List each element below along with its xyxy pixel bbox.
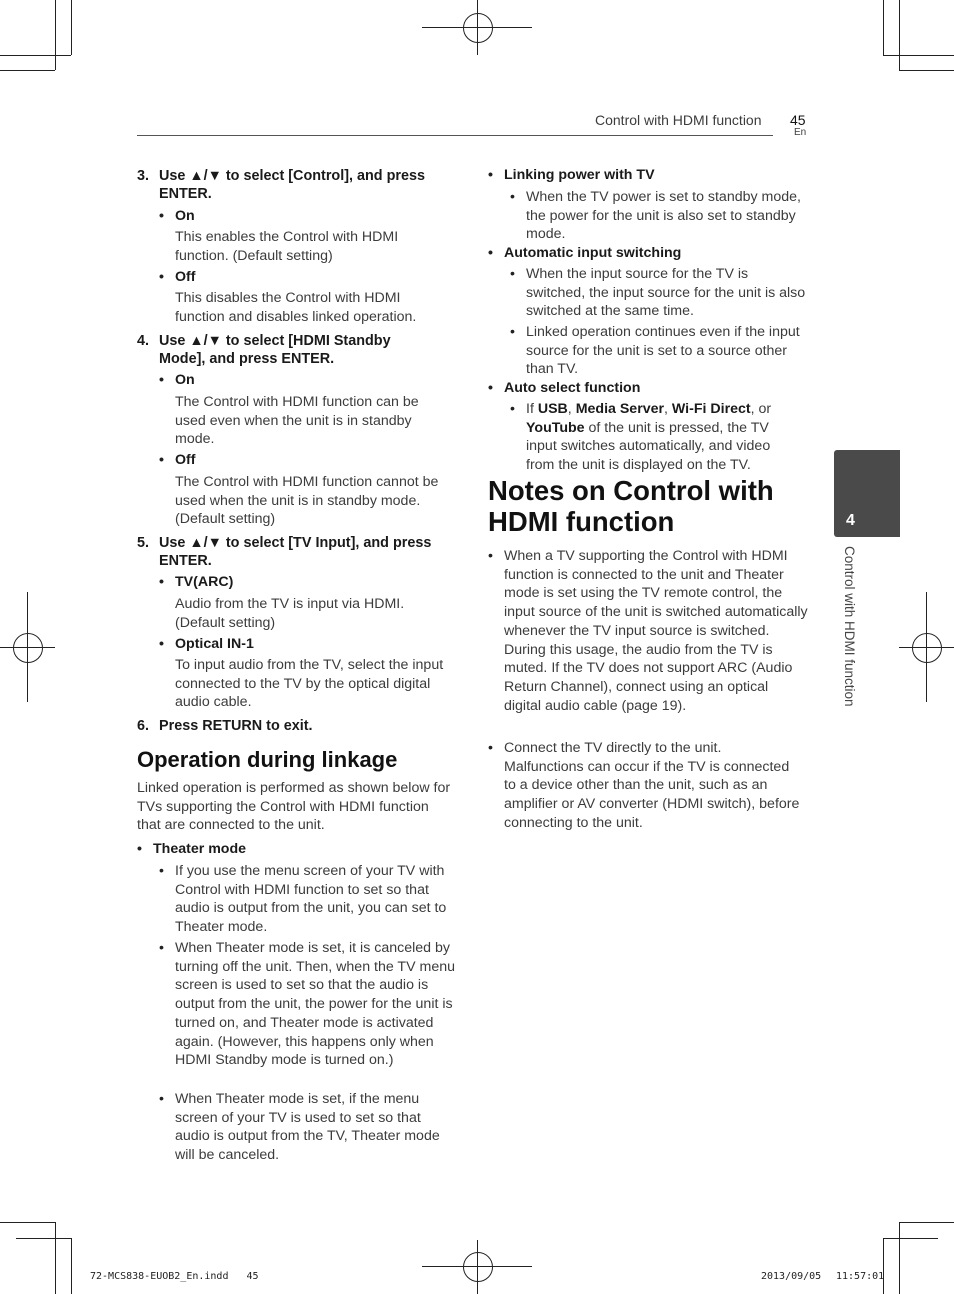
header-rule	[137, 135, 773, 136]
step-5: 5. Use ▲/▼ to select [TV Input], and press ENTER.	[137, 535, 432, 569]
option-desc: The Control with HDMI function cannot be used when the unit is in standby mode. (Default setting)	[175, 474, 439, 528]
step-6: 6. Press RETURN to exit.	[137, 718, 313, 734]
list-item: • When Theater mode is set, it is canceled by turning off the unit. Then, when the TV menu screen is used to set so that the audio is output from the unit, the power for the unit is turned on, and Theater mode is activated again. (However, this happens only when HDMI Standby mode is turned on.)	[175, 939, 455, 1070]
option-desc: This disables the Control with HDMI function and disables linked operation.	[175, 290, 417, 325]
option-optical: • Optical IN-1	[175, 635, 254, 654]
option-desc: To input audio from the TV, select the input connected to the TV by the optical digital audio cable.	[175, 657, 444, 711]
option-on: • On	[175, 207, 195, 226]
option-off: • Off	[175, 268, 196, 287]
running-header: Control with HDMI function	[595, 112, 762, 128]
section-intro: Linked operation is performed as shown below for TVs supporting the Control with HDMI function that are connected to the unit.	[137, 780, 451, 834]
note-item: • When a TV supporting the Control with HDMI function is connected to the unit and Theater mode is set using the TV remote control, the input source of the unit is switched automatically whenever the TV input source is switched. During this usage, the audio from the TV is muted. If the TV does not support ARC (Audio Return Channel), connect using an optical digital audio cable (page 19).	[504, 547, 808, 715]
notes-heading: Notes on Control with HDMI function	[488, 475, 774, 537]
list-item: • When the input source for the TV is switched, the input source for the unit is also switched at the same time.	[526, 265, 806, 321]
list-item: • When the TV power is set to standby mode, the power for the unit is also set to standby mode.	[526, 188, 808, 244]
footer-date: 2013/09/05	[761, 1271, 822, 1282]
step-3: 3. Use ▲/▼ to select [Control], and press ENTER.	[137, 168, 425, 202]
list-item: • Linked operation continues even if the input source for the unit is set to a source other than TV.	[526, 323, 808, 379]
linking-power-heading: • Linking power with TV	[504, 166, 655, 185]
auto-input-heading: • Automatic input switching	[504, 244, 681, 263]
chapter-number: 4	[846, 512, 855, 529]
section-heading: Operation during linkage	[137, 747, 398, 772]
option-on: • On	[175, 371, 195, 390]
list-item: • If you use the menu screen of your TV with Control with HDMI function to set so that audio is output from the unit, you can set to Theater mode.	[175, 862, 455, 937]
option-tv-arc: • TV(ARC)	[175, 573, 233, 592]
note-item: • Connect the TV directly to the unit. Malfunctions can occur if the TV is connected to a device other than the unit, such as an amplifier or AV converter (HDMI switch), before connecting to the unit.	[504, 739, 804, 833]
footer-filename: 72-MCS838-EUOB2_En.indd 45	[90, 1271, 259, 1282]
step-4: 4. Use ▲/▼ to select [HDMI Standby Mode], and press ENTER.	[137, 333, 391, 367]
footer-time: 11:57:01	[836, 1271, 885, 1282]
list-item: • When Theater mode is set, if the menu screen of your TV is used to set so that audio is output from the TV, Theater mode will be canceled.	[175, 1090, 457, 1165]
chapter-label: Control with HDMI function	[842, 546, 857, 707]
option-desc: The Control with HDMI function can be used even when the unit is in standby mode.	[175, 394, 419, 448]
auto-select-heading: • Auto select function	[504, 379, 640, 398]
option-desc: Audio from the TV is input via HDMI. (Default setting)	[175, 596, 405, 631]
theater-mode-label: • Theater mode	[153, 840, 246, 859]
option-off: • Off	[175, 451, 196, 470]
page-number: 45	[790, 112, 806, 128]
list-item: • If USB, Media Server, Wi-Fi Direct, or YouTube of the unit is pressed, the TV input switches automatically, and video from the unit is displayed on the TV.	[526, 400, 798, 475]
chapter-tab	[834, 450, 900, 537]
option-desc: This enables the Control with HDMI function. (Default setting)	[175, 229, 399, 264]
language-label: En	[794, 127, 807, 138]
